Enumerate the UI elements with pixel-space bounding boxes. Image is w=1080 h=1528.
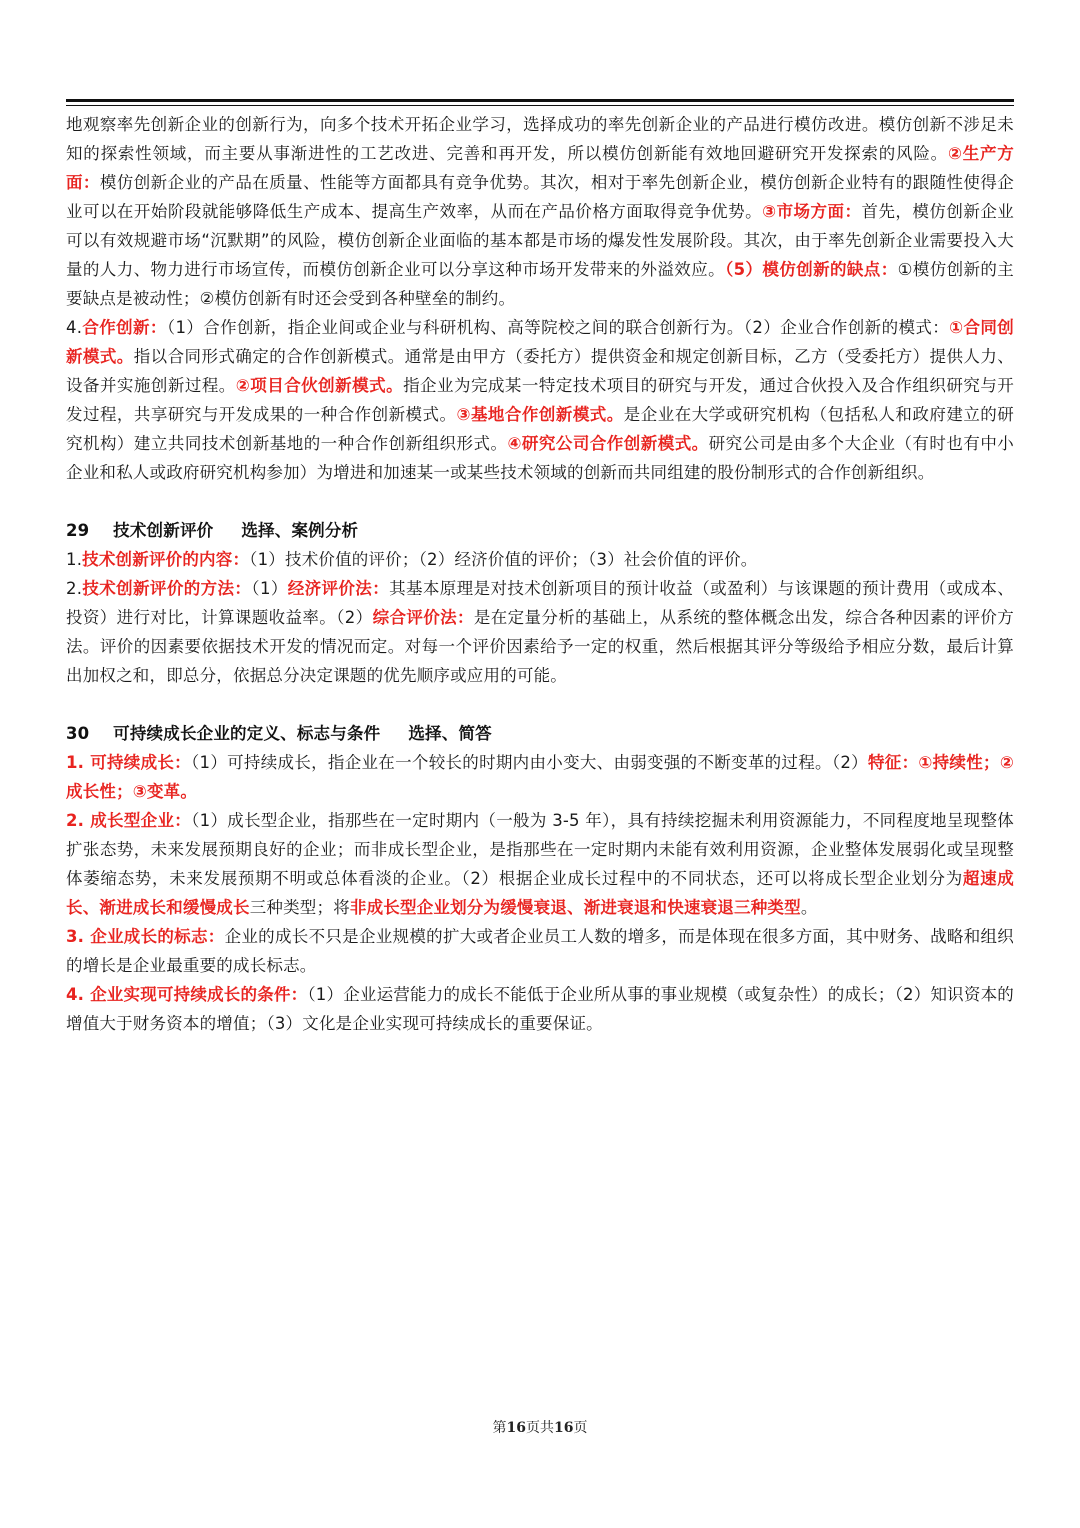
item-number: 2.: [66, 579, 83, 598]
footer-text: 第: [492, 1420, 507, 1436]
page-content: [66, 110, 1014, 1038]
paragraph-imitation-innovation: [66, 110, 1014, 313]
section-question-type: 选择、案例分析: [241, 521, 359, 540]
paragraph-sustainable-growth: [66, 748, 1014, 806]
highlight-evaluation-methods: 技术创新评价的方法：: [82, 579, 252, 598]
text-run: 其基本原理是对技术创新项目的预计收益（或盈利）与该课题的预计费用（或成本、投资）进行对比，计算课题收益率。（2）: [66, 579, 1015, 627]
section-number: 29: [66, 521, 90, 540]
highlight-evaluation-content: 技术创新评价的内容：: [82, 550, 250, 569]
footer-text: 页: [573, 1420, 588, 1436]
section-number: 30: [66, 724, 90, 743]
page-number: 16: [506, 1420, 526, 1436]
page-total: 16: [554, 1420, 574, 1436]
page-footer: [0, 1417, 1080, 1437]
paragraph-evaluation-methods: [66, 574, 1014, 690]
header-rule-thick: [66, 99, 1014, 102]
highlight-project-partnership-mode: ②项目合伙创新模式。: [235, 376, 404, 395]
item-number: 1.: [66, 550, 83, 569]
section-question-type: 选择、简答: [408, 724, 492, 743]
section-title: 技术创新评价: [113, 521, 214, 540]
highlight-market: ③市场方面：: [762, 202, 862, 221]
header-rule-thin: [66, 105, 1014, 106]
text-run: （1）合作创新，指企业间或企业与科研机构、高等院校之间的联合创新行为。（2）企业合作创新的模式：: [166, 318, 950, 337]
text-run: 是企业在大学或研究机构（包括私人和政府建立的研究机构）建立共同技术创新基地的一种合作创新组织形式。: [66, 405, 1014, 453]
text-run: 企业的成长不只是企业规模的扩大或者企业员工人数的增多，而是体现在很多方面，其中财务、战略和组织的增长是企业最重要的成长标志。: [66, 927, 1014, 975]
item-number: 4.: [66, 318, 83, 337]
highlight-growth-enterprise: 2. 成长型企业：: [66, 811, 192, 830]
highlight-growth-signs: 3. 企业成长的标志：: [66, 927, 225, 946]
highlight-research-company-mode: ④研究公司合作创新模式。: [507, 434, 709, 453]
highlight-growth-conditions: 4. 企业实现可持续成长的条件：: [66, 985, 308, 1004]
text-run: （1）可持续成长，指企业在一个较长的时期内由小变大、由弱变强的不断变革的过程。（2）: [190, 753, 868, 772]
highlight-sustainable-growth: 1. 可持续成长：: [66, 753, 191, 772]
text-run: 是在定量分析的基础上，从系统的整体概念出发，综合各种因素的评价方法。评价的因素要依据技术开发的情况而定。对每一个评价因素给予一定的权重，然后根据其评分等级给予相应分数，最后计算出加权之和，即总分，依据总分决定课题的优先顺序或应用的可能。: [66, 608, 1014, 685]
text-run: ①模仿创新的主要缺点是被动性；②模仿创新有时还会受到各种壁垒的制约。: [66, 260, 1014, 308]
text-run: （1）: [251, 579, 288, 598]
highlight-imitation-weakness: （5）模仿创新的缺点：: [725, 260, 898, 279]
highlight-non-growth-types: 非成长型企业划分为缓慢衰退、渐进衰退和快速衰退三种类型: [349, 898, 801, 917]
highlight-growth-types: 超速成长、渐进成长和缓慢成长: [66, 869, 1014, 917]
spacer: [66, 487, 1014, 516]
text-run: 模仿创新企业的产品在质量、性能等方面都具有竞争优势。其次，相对于率先创新企业，模仿创新企业特有的跟随性使得企业可以在开始阶段就能够降低生产成本、提高生产效率，从而在产品价格方面取得竞争优势。: [66, 173, 1014, 221]
section-heading-29: [66, 516, 1014, 545]
text-run: 三种类型；将: [249, 898, 350, 917]
paragraph-growth-signs: [66, 922, 1014, 980]
text-run: 。: [800, 898, 818, 917]
paragraph-cooperative-innovation: [66, 313, 1014, 487]
text-run: （1）企业运营能力的成长不能低于企业所从事的事业规模（或复杂性）的成长；（2）知识资本的增值大于财务资本的增值；（3）文化是企业实现可持续成长的重要保证。: [66, 985, 1015, 1033]
text-run: （1）成长型企业，指那些在一定时期内（一般为 3-5 年），具有持续挖掘未利用资源能力，不同程度地呈现整体扩张态势，未来发展预期良好的企业；而非成长型企业，是指那些在一定时期内未能有效利用资源，企业整体发展弱化或呈现整体萎缩态势，未来发展预期不明或总体看淡的企业。（2）根据企业成长过程中的不同状态，还可以将成长型企业划分为: [66, 811, 1015, 888]
highlight-base-cooperation-mode: ③基地合作创新模式。: [456, 405, 624, 424]
paragraph-growth-enterprise: [66, 806, 1014, 922]
spacer: [66, 690, 1014, 719]
section-title: 可持续成长企业的定义、标志与条件: [113, 724, 381, 743]
section-heading-30: [66, 719, 1014, 748]
footer-text: 页共: [526, 1420, 554, 1436]
highlight-comprehensive-evaluation: 综合评价法：: [372, 608, 474, 627]
highlight-features: 特征：①持续性；②成长性；③变革。: [66, 753, 1014, 801]
text-run: 首先，模仿创新企业可以有效规避市场“沉默期”的风险，模仿创新企业面临的基本都是市场的爆发性发展阶段。其次，由于率先创新企业需要投入大量的人力、物力进行市场宣传，而模仿创新企业可以分享这种市场开发带来的外溢效应。: [66, 202, 1014, 279]
highlight-cooperative-innovation: 合作创新：: [82, 318, 167, 337]
text-run: 地观察率先创新企业的创新行为，向多个技术开拓企业学习，选择成功的率先创新企业的产品进行模仿改进。模仿创新不涉足未知的探索性领域，而主要从事渐进性的工艺改进、完善和再开发，所以模仿创新能有效地回避研究开发探索的风险。: [66, 115, 1014, 163]
highlight-contract-mode: ①合同创新模式。: [66, 318, 1014, 366]
text-run: 研究公司是由多个大企业（有时也有中小企业和私人或政府研究机构参加）为增进和加速某一或某些技术领域的创新而共同组建的股份制形式的合作创新组织。: [66, 434, 1015, 482]
text-run: 指以合同形式确定的合作创新模式。通常是由甲方（委托方）提供资金和规定创新目标，乙方（受委托方）提供人力、设备并实施创新过程。: [66, 347, 1014, 395]
text-run: 指企业为完成某一特定技术项目的研究与开发，通过合伙投入及合作组织研究与开发过程，共享研究与开发成果的一种合作创新模式。: [66, 376, 1015, 424]
text-run: （1）技术价值的评价；（2）经济价值的评价；（3）社会价值的评价。: [249, 550, 758, 569]
highlight-production: ②生产方面：: [66, 144, 1014, 192]
paragraph-evaluation-content: [66, 545, 1014, 574]
highlight-economic-evaluation: 经济评价法：: [287, 579, 390, 598]
paragraph-growth-conditions: [66, 980, 1014, 1038]
